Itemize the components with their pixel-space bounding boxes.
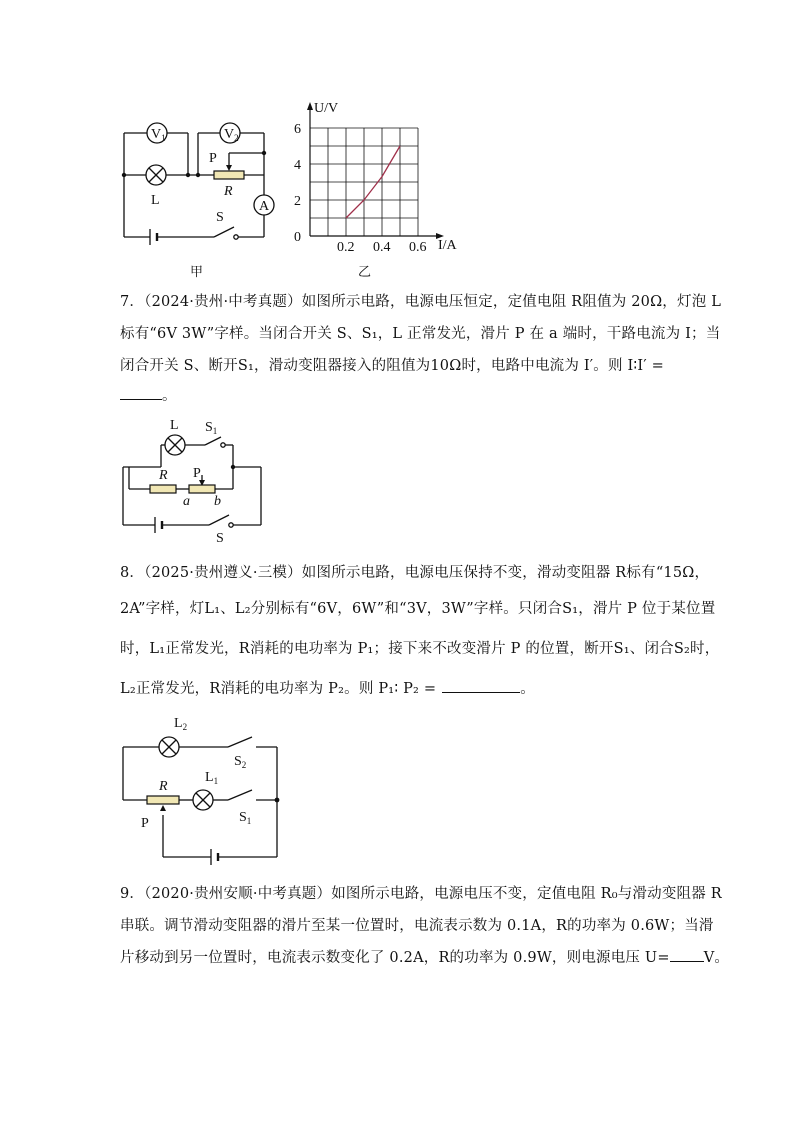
q8-line-2: 2A”字样，灯L₁、L₂分别标有“6V，6W”和“3V，3W”字样。只闭合S₁，滑片 P 位于某位置 xyxy=(120,601,716,617)
lamp-label: L xyxy=(151,193,160,208)
lamp-label: L xyxy=(170,418,179,433)
switch-s-label: S xyxy=(216,531,224,546)
q7-line-3: 闭合开关 S、断开S₁，滑动变阻器接入的阻值为10Ω时，电路中电流为 I′。则 I∶I′ = xyxy=(120,358,664,374)
q9-line-2: 串联。调节滑动变阻器的滑片至某一位置时，电流表示数为 0.1A，R的功率为 0.6W；当滑 xyxy=(120,918,714,934)
y-tick-label: 2 xyxy=(294,194,301,209)
x-tick-label: 0.2 xyxy=(337,240,355,255)
resistor-label: R xyxy=(159,468,168,483)
answer-blank[interactable] xyxy=(670,947,704,962)
switch-label: S xyxy=(216,210,224,225)
v2-label: $V_2$ xyxy=(224,127,239,143)
q8-line-1: 8．（2025·贵州遵义·三模）如图所示电路，电源电压保持不变，滑动变阻器 R标有“15Ω， xyxy=(120,565,710,581)
figure-caption-yi: 乙 xyxy=(358,265,372,280)
s2-label: $S_2$ xyxy=(234,754,247,770)
y-axis-label: U/V xyxy=(314,101,339,116)
circuit-figure-q7 xyxy=(115,415,275,545)
x-tick-label: 0.4 xyxy=(373,240,391,255)
s1-label: $S_1$ xyxy=(205,420,218,436)
q8-line-4: L₂正常发光，R消耗的电功率为 P₂。则 P₁∶ P₂ = 。 xyxy=(120,677,535,698)
ammeter-label: A xyxy=(259,199,270,214)
q8-line-3: 时，L₁正常发光，R消耗的电功率为 P₁；接下来不改变滑片 P 的位置，断开S₁、闭合S₂时， xyxy=(120,641,720,657)
q7-answer-line: 。 xyxy=(120,384,177,405)
slider-label: P xyxy=(209,151,217,166)
x-tick-label: 0.6 xyxy=(409,240,427,255)
circuit-figure-jia xyxy=(110,115,285,255)
y-tick-label: 0 xyxy=(294,230,301,245)
y-axis-arrow xyxy=(307,102,313,110)
l2-label: $L_2$ xyxy=(174,716,188,732)
end-a-label: a xyxy=(183,494,190,509)
x-axis-label: I/A xyxy=(438,238,457,253)
answer-blank[interactable] xyxy=(120,385,162,400)
s1-label: $S_1$ xyxy=(239,810,252,826)
figure-caption-jia: 甲 xyxy=(190,265,204,280)
y-tick-label: 6 xyxy=(294,122,301,137)
slider-label: P xyxy=(193,466,201,481)
q7-line-1: 7．（2024·贵州·中考真题）如图所示电路，电源电压恒定，定值电阻 R阻值为 20Ω，灯泡 L xyxy=(120,294,722,310)
l1-label: $L_1$ xyxy=(205,770,219,786)
answer-blank[interactable] xyxy=(442,678,520,693)
v1-label: $V_1$ xyxy=(151,127,166,143)
q7-line-2: 标有“6V 3W”字样。当闭合开关 S、S₁，L 正常发光，滑片 P 在 a 端时，干路电流为 I；当 xyxy=(120,326,721,342)
resistor-label: R xyxy=(159,779,168,794)
end-b-label: b xyxy=(214,494,221,509)
q9-line-3: 片移动到另一位置时，电流表示数变化了 0.2A，R的功率为 0.9W，则电源电压 U= V。 xyxy=(120,946,729,967)
rheostat-label: R xyxy=(224,184,233,199)
circuit-figure-q8 xyxy=(115,710,290,865)
slider-label: P xyxy=(141,816,149,831)
y-tick-label: 4 xyxy=(294,158,301,173)
ui-graph-yi xyxy=(290,98,460,258)
q9-line-1: 9．（2020·贵州安顺·中考真题）如图所示电路，电源电压不变，定值电阻 R₀与滑动变阻器 R xyxy=(120,886,722,902)
